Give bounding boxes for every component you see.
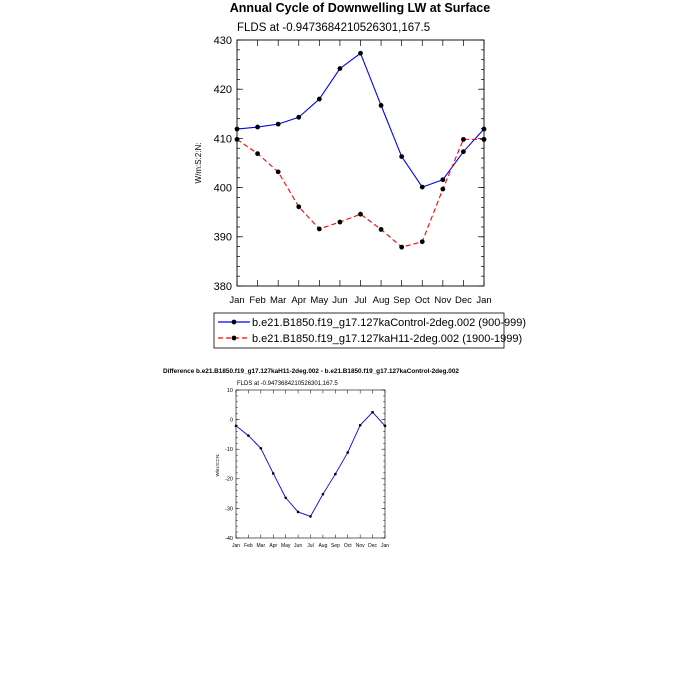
bottom-xtick-label: Feb xyxy=(244,543,253,549)
top-xtick-label: Sep xyxy=(393,295,411,306)
bottom-xtick-label: Jul xyxy=(307,543,314,549)
bottom-xtick-label: Mar xyxy=(256,543,266,549)
bottom-series-0-point xyxy=(322,493,325,496)
bottom-series-0-point xyxy=(272,472,275,475)
top-ytick-label: 410 xyxy=(213,133,232,146)
bottom-xtick-label: Aug xyxy=(318,543,328,549)
top-series-0-point xyxy=(482,127,487,132)
top-series-0-point xyxy=(338,66,343,71)
legend-marker-h11 xyxy=(232,336,237,341)
top-series-0-point xyxy=(235,127,240,132)
bottom-series-0-point xyxy=(284,496,287,499)
top-xtick-label: Dec xyxy=(454,295,472,306)
top-xtick-label: Mar xyxy=(269,295,287,306)
bottom-xtick-label: Oct xyxy=(343,543,352,549)
top-chart-subtitle: FLDS at -0.9473684210526301,167.5 xyxy=(237,22,431,34)
top-series-1-line xyxy=(237,139,484,247)
top-xtick-label: Jan xyxy=(229,295,245,306)
top-ytick-label: 380 xyxy=(213,280,232,293)
legend-marker-control xyxy=(232,320,237,325)
top-xtick-label: Apr xyxy=(291,295,307,306)
bottom-plot-area xyxy=(225,388,389,549)
top-xtick-label: Feb xyxy=(249,295,266,306)
top-xtick-label: Aug xyxy=(372,295,390,306)
top-series-1-point xyxy=(420,239,425,244)
top-series-1-point xyxy=(482,137,487,142)
top-series-1-point xyxy=(338,220,343,225)
bottom-ytick-label: 0 xyxy=(229,417,233,424)
top-series-0-point xyxy=(379,103,384,108)
top-series-0-point xyxy=(420,185,425,190)
bottom-series-0-point xyxy=(297,511,300,514)
bottom-series-0-point xyxy=(371,411,374,414)
bottom-series-0-point xyxy=(334,473,337,476)
bottom-chart-subtitle: FLDS at -0.9473684210526301,167.5 xyxy=(237,381,338,387)
legend xyxy=(214,313,526,348)
top-series-1-point xyxy=(461,137,466,142)
top-ytick-label: 390 xyxy=(213,231,232,244)
top-series-1-point xyxy=(296,204,301,209)
bottom-xtick-label: Sep xyxy=(330,543,340,549)
top-series-1-point xyxy=(399,245,404,250)
bottom-ytick-label: -30 xyxy=(225,506,233,513)
bottom-series-0-point xyxy=(359,424,362,427)
top-xtick-label: Oct xyxy=(414,295,430,306)
top-series-1-point xyxy=(255,151,260,156)
legend-label-h11: b.e21.B1850.f19_g17.127kaH11-2deg.002 (1900-1999) xyxy=(252,333,523,345)
bottom-series-0-point xyxy=(384,425,387,428)
top-series-1-point xyxy=(317,227,322,232)
top-series-0-point xyxy=(255,125,260,130)
bottom-series-0-point xyxy=(309,515,312,518)
bottom-series-0-point xyxy=(247,434,250,437)
top-ytick-label: 430 xyxy=(213,34,232,47)
bottom-xtick-label: Jun xyxy=(294,543,303,549)
bottom-series-0-point xyxy=(346,451,349,454)
top-xtick-label: Nov xyxy=(434,295,452,306)
top-xtick-label: May xyxy=(310,295,329,306)
top-series-0-point xyxy=(399,154,404,159)
bottom-xtick-label: Jan xyxy=(231,543,241,549)
bottom-chart-ylabel: W/m:S:2:N: xyxy=(215,453,220,477)
top-frame xyxy=(237,40,484,286)
top-series-1-point xyxy=(440,187,445,192)
top-series-0-point xyxy=(296,115,301,120)
top-plot-area xyxy=(214,35,492,306)
top-series-1-point xyxy=(276,169,281,174)
bottom-series-0-line xyxy=(236,412,385,516)
top-xtick-label: Jan xyxy=(476,295,492,306)
bottom-xtick-label: Nov xyxy=(355,543,365,549)
top-series-0-point xyxy=(440,177,445,182)
top-series-0-point xyxy=(317,97,322,102)
top-chart-ylabel: W/m:S:2:N: xyxy=(194,142,203,184)
bottom-series-0-point xyxy=(260,447,263,450)
bottom-xtick-label: Jan xyxy=(380,543,390,549)
bottom-xtick-label: Apr xyxy=(269,543,278,549)
top-series-0-line xyxy=(237,53,484,187)
top-xtick-label: Jun xyxy=(332,295,348,306)
legend-label-control: b.e21.B1850.f19_g17.127kaControl-2deg.002 (900-999) xyxy=(252,317,526,329)
top-series-1-point xyxy=(379,227,384,232)
bottom-ytick-label: -10 xyxy=(225,447,233,454)
bottom-xtick-label: Dec xyxy=(368,543,378,549)
top-series-0-point xyxy=(461,149,466,154)
bottom-ytick-label: 10 xyxy=(226,387,233,394)
top-chart-title: Annual Cycle of Downwelling LW at Surface xyxy=(229,1,491,15)
bottom-chart-title: Difference b.e21.B1850.f19_g17.127kaH11-2deg.002 - b.e21.B1850.f19_g17.127kaControl-2deg.002 xyxy=(163,368,459,375)
bottom-ytick-label: -40 xyxy=(225,535,233,542)
bottom-xtick-label: May xyxy=(280,543,291,549)
top-series-1-point xyxy=(235,137,240,142)
top-xtick-label: Jul xyxy=(354,295,367,306)
top-ytick-label: 420 xyxy=(213,84,232,97)
top-series-0-point xyxy=(358,51,363,56)
top-series-0-point xyxy=(276,122,281,127)
bottom-series-0-point xyxy=(235,425,238,428)
top-ytick-label: 400 xyxy=(213,182,232,195)
bottom-ytick-label: -20 xyxy=(225,476,233,483)
top-series-1-point xyxy=(358,212,363,217)
